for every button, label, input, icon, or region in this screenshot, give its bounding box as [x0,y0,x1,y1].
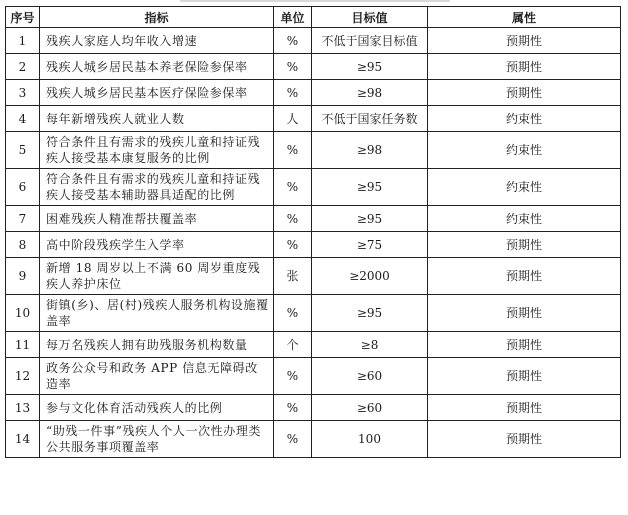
table-row [6,106,621,132]
cell-no: 3 [6,80,40,106]
cell-unit: 张 [274,258,312,295]
cell-target: ≥98 [312,132,428,169]
cell-no: 7 [6,206,40,232]
table-row [6,358,621,395]
cell-attribute: 预期性 [428,28,621,54]
cell-attribute: 约束性 [428,169,621,206]
cell-attribute: 约束性 [428,206,621,232]
cell-no: 2 [6,54,40,80]
cell-no: 14 [6,421,40,458]
cell-no: 11 [6,332,40,358]
table-row [6,232,621,258]
indicator-table [5,6,621,458]
table-row [6,80,621,106]
header-indicator: 指标 [40,7,274,28]
cell-no: 5 [6,132,40,169]
cell-no: 1 [6,28,40,54]
cell-indicator: 困难残疾人精准帮扶覆盖率 [40,206,274,232]
cell-target: ≥95 [312,54,428,80]
cell-no: 9 [6,258,40,295]
table-header-row [6,7,621,28]
cell-attribute: 预期性 [428,232,621,258]
cell-indicator: 每万名残疾人拥有助残服务机构数量 [40,332,274,358]
header-no: 序号 [6,7,40,28]
cell-no: 6 [6,169,40,206]
cell-no: 13 [6,395,40,421]
cell-indicator: 符合条件且有需求的残疾儿童和持证残疾人接受基本辅助器具适配的比例 [40,169,274,206]
cell-target: 100 [312,421,428,458]
cell-target: 不低于国家任务数 [312,106,428,132]
cell-attribute: 预期性 [428,332,621,358]
header-unit: 单位 [274,7,312,28]
table-row [6,258,621,295]
cell-attribute: 预期性 [428,421,621,458]
cell-attribute: 约束性 [428,106,621,132]
cell-unit: % [274,28,312,54]
cell-attribute: 预期性 [428,295,621,332]
cell-indicator: 残疾人城乡居民基本医疗保险参保率 [40,80,274,106]
cell-target: ≥75 [312,232,428,258]
cell-no: 8 [6,232,40,258]
table-row [6,132,621,169]
cell-indicator: 残疾人城乡居民基本养老保险参保率 [40,54,274,80]
cell-indicator: 新增 18 周岁以上不满 60 周岁重度残疾人养护床位 [40,258,274,295]
table-row [6,54,621,80]
cell-unit: % [274,232,312,258]
cell-target: ≥60 [312,395,428,421]
cell-indicator: “助残一件事”残疾人个人一次性办理类公共服务事项覆盖率 [40,421,274,458]
cell-indicator: 残疾人家庭人均年收入增速 [40,28,274,54]
cell-unit: % [274,206,312,232]
header-target: 目标值 [312,7,428,28]
caption-remnant [180,0,450,2]
cell-unit: % [274,80,312,106]
cell-unit: % [274,54,312,80]
cell-unit: % [274,169,312,206]
cell-indicator: 政务公众号和政务 APP 信息无障碍改造率 [40,358,274,395]
cell-no: 10 [6,295,40,332]
cell-unit: 个 [274,332,312,358]
header-attribute: 属性 [428,7,621,28]
cell-unit: 人 [274,106,312,132]
cell-unit: % [274,132,312,169]
cell-target: ≥95 [312,295,428,332]
cell-no: 4 [6,106,40,132]
cell-attribute: 约束性 [428,132,621,169]
table-row [6,28,621,54]
table-row [6,421,621,458]
cell-unit: % [274,395,312,421]
cell-target: ≥95 [312,169,428,206]
cell-attribute: 预期性 [428,80,621,106]
cell-target: 不低于国家目标值 [312,28,428,54]
cell-target: ≥95 [312,206,428,232]
table-row [6,169,621,206]
table-row [6,295,621,332]
cell-unit: % [274,421,312,458]
cell-target: ≥98 [312,80,428,106]
table-row [6,395,621,421]
cell-attribute: 预期性 [428,54,621,80]
cell-unit: % [274,295,312,332]
cell-attribute: 预期性 [428,258,621,295]
cell-indicator: 每年新增残疾人就业人数 [40,106,274,132]
table-row [6,206,621,232]
cell-attribute: 预期性 [428,395,621,421]
cell-attribute: 预期性 [428,358,621,395]
cell-target: ≥8 [312,332,428,358]
table-row [6,332,621,358]
cell-indicator: 符合条件且有需求的残疾儿童和持证残疾人接受基本康复服务的比例 [40,132,274,169]
cell-unit: % [274,358,312,395]
cell-indicator: 参与文化体育活动残疾人的比例 [40,395,274,421]
table-body [6,28,621,458]
cell-indicator: 高中阶段残疾学生入学率 [40,232,274,258]
cell-indicator: 街镇(乡)、居(村)残疾人服务机构设施覆盖率 [40,295,274,332]
cell-target: ≥60 [312,358,428,395]
cell-target: ≥2000 [312,258,428,295]
cell-no: 12 [6,358,40,395]
